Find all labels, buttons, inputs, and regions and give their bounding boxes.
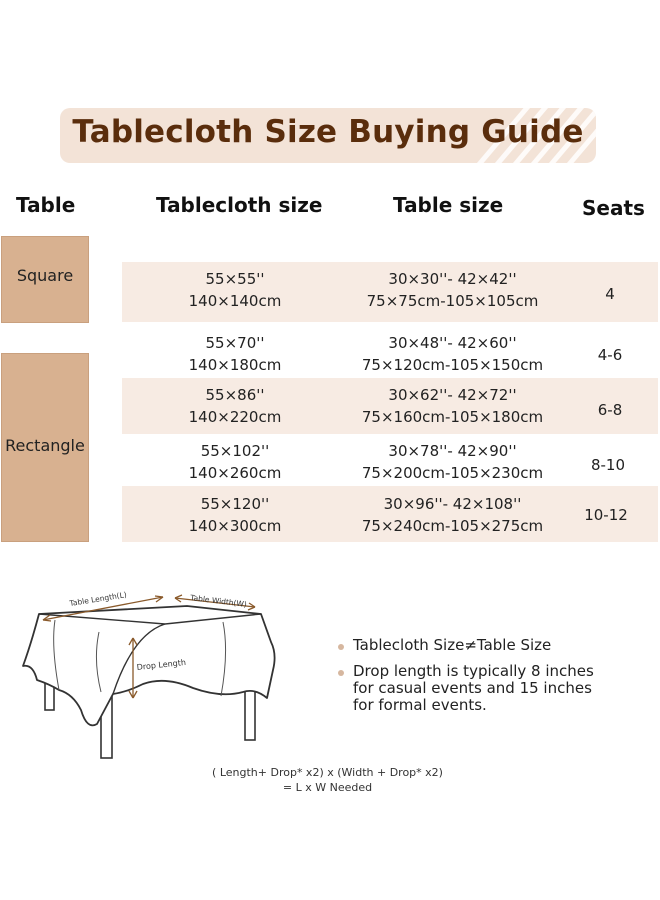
bullet-icon [338,644,344,650]
header-table: Table [16,193,76,217]
table-length-label: Table Length(L) [68,590,128,608]
tablecloth-diagram [15,580,300,770]
table-size-inches: 30×96''- 42×108'' [383,495,522,513]
formula-line-2: = L x W Needed [282,781,373,794]
drop-length-label: Drop Length [136,657,187,672]
table-size-cell [360,384,545,428]
tablecloth-size-inches: 55×120'' [200,495,270,513]
bullet-icon [338,670,344,676]
tablecloth-size-cm: 140×300cm [188,517,282,535]
group-rectangle-label: Rectangle [5,436,85,455]
header-table-size: Table size [393,193,504,217]
tablecloth-size-cm: 140×220cm [188,408,282,426]
note-item: Tablecloth Size≠Table Size [353,636,552,654]
seats-cell: 6-8 [597,401,623,419]
table-size-cm: 75×160cm-105×180cm [361,408,544,426]
tablecloth-size-cell [160,384,310,428]
title-banner [60,108,596,163]
header-tablecloth-size: Tablecloth size [156,193,323,217]
table-width-label: Table Width(W) [189,593,248,609]
group-rectangle [1,353,89,542]
table-size-cell [360,493,545,537]
group-square [1,236,89,323]
tablecloth-size-cell [160,268,310,312]
table-size-cm: 75×120cm-105×150cm [361,356,544,374]
tablecloth-size-cm: 140×260cm [188,464,282,482]
tablecloth-size-cm: 140×140cm [188,292,282,310]
table-size-cm: 75×240cm-105×275cm [361,517,544,535]
table-size-cell [360,268,545,312]
table-size-cm: 75×200cm-105×230cm [361,464,544,482]
header-seats: Seats [582,196,645,220]
tablecloth-size-cell [160,493,310,537]
page-title: Tablecloth Size Buying Guide [72,114,584,150]
tablecloth-size-cm: 140×180cm [188,356,282,374]
tablecloth-size-inches: 55×102'' [200,442,270,460]
table-size-cell [360,332,545,376]
table-size-cm: 75×75cm-105×105cm [366,292,539,310]
table-size-cell [360,440,545,484]
seats-cell: 10-12 [584,506,628,524]
table-size-inches: 30×78''- 42×90'' [388,442,517,460]
note-item: Drop length is typically 8 inches for casual events and 15 inches for formal events. [353,662,594,714]
tablecloth-size-cell [160,440,310,484]
table-size-inches: 30×62''- 42×72'' [388,386,517,404]
table-size-inches: 30×48''- 42×60'' [388,334,517,352]
tablecloth-size-inches: 55×70'' [205,334,265,352]
table-size-inches: 30×30''- 42×42'' [388,270,517,288]
group-square-label: Square [16,266,74,285]
tablecloth-size-inches: 55×55'' [205,270,265,288]
tablecloth-size-cell [160,332,310,376]
seats-cell: 4-6 [597,346,623,364]
seats-cell: 8-10 [590,456,626,474]
tablecloth-size-inches: 55×86'' [205,386,265,404]
seats-cell: 4 [605,285,615,303]
size-formula [170,765,485,795]
formula-line-1: ( Length+ Drop* x2) x (Width + Drop* x2) [212,766,443,779]
